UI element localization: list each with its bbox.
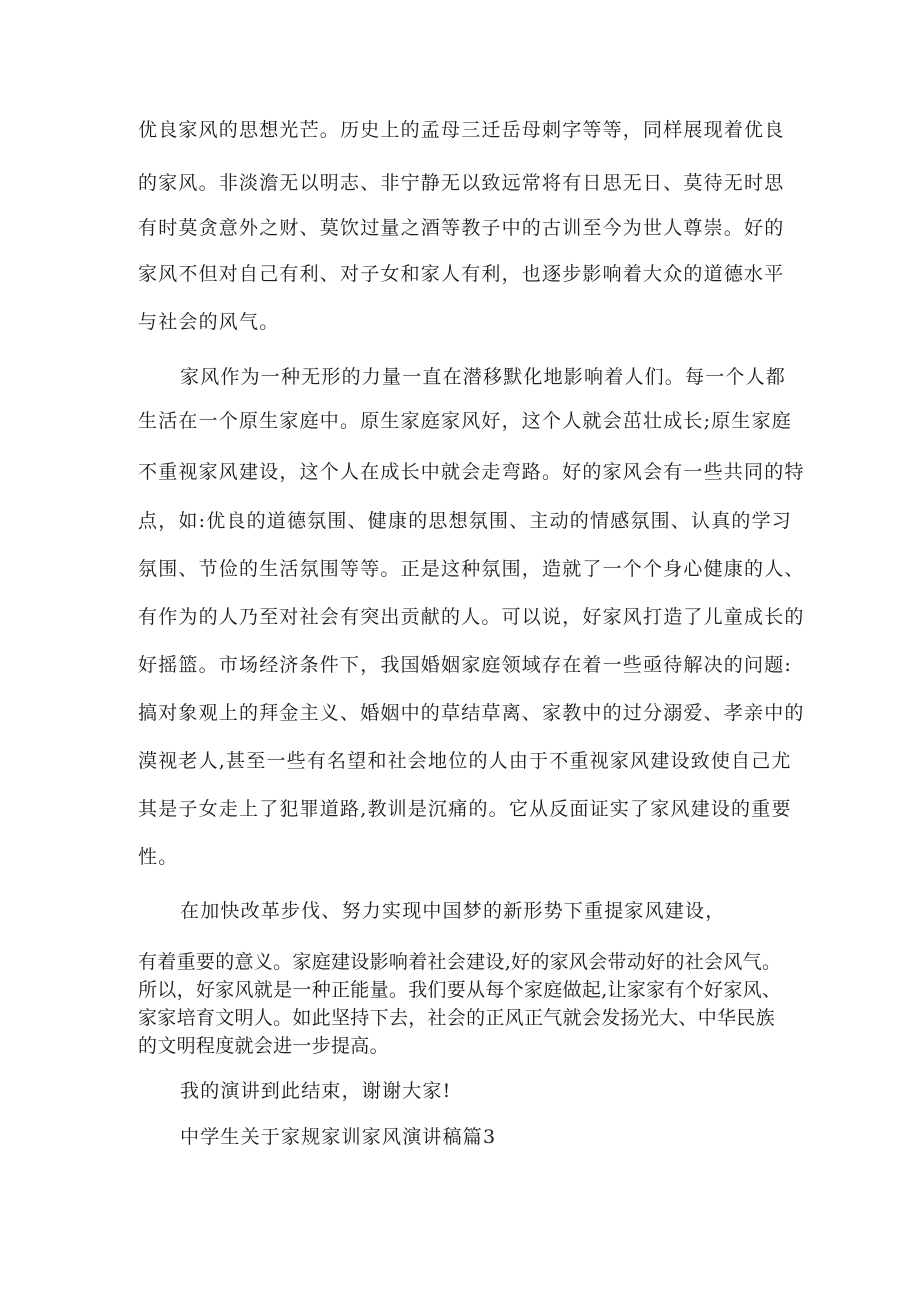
text-line: 家家培育文明人。如此坚持下去，社会的正风正气就会发扬光大、中华民族 — [138, 1007, 775, 1029]
text-line: 家风作为一种无形的力量一直在潜移默化地影响着人们。每一个人都 — [180, 366, 787, 388]
text-line: 搞对象观上的拜金主义、婚姻中的草结草离、家教中的过分溺爱、孝亲中的 — [138, 702, 805, 724]
text-line: 性。 — [138, 846, 179, 868]
text-line: 有作为的人乃至对社会有突出贡献的人。可以说，好家风打造了儿童成长的 — [138, 606, 805, 628]
text-line: 在加快改革步伐、努力实现中国梦的新形势下重提家风建设， — [180, 900, 726, 922]
text-line: 的家风。非淡澹无以明志、非宁静无以致远常将有日思无日、莫待无时思 — [138, 172, 785, 194]
text-line: 与社会的风气。 — [138, 311, 280, 333]
text-line: 其是子女走上了犯罪道路,教训是沉痛的。它从反面证实了家风建设的重要 — [138, 798, 792, 820]
text-line: 有时莫贪意外之财、莫饮过量之酒等教子中的古训至今为世人尊崇。好的 — [138, 217, 785, 239]
text-line: 氛围、节俭的生活氛围等等。正是这种氛围，造就了一个个身心健康的人、 — [138, 558, 805, 580]
text-line: 生活在一个原生家庭中。原生家庭家风好，这个人就会茁壮成长;原生家庭 — [138, 410, 793, 432]
text-line: 我的演讲到此结束，谢谢大家! — [180, 1080, 452, 1102]
text-line: 好摇篮。市场经济条件下，我国婚姻家庭领域存在着一些亟待解决的问题: — [138, 654, 793, 676]
text-line: 点，如:优良的道德氛围、健康的思想氛围、主动的情感氛围、认真的学习 — [138, 510, 793, 532]
text-line: 优良家风的思想光芒。历史上的孟母三迁岳母刺字等等，同样展现着优良 — [138, 119, 785, 141]
text-line: 家风不但对自己有利、对子女和家人有利，也逐步影响着大众的道德水平 — [138, 263, 785, 285]
text-line: 不重视家风建设，这个人在成长中就会走弯路。好的家风会有一些共同的特 — [138, 461, 805, 483]
text-line: 漠视老人,甚至一些有名望和社会地位的人由于不重视家风建设致使自己尤 — [138, 750, 792, 772]
section-heading: 中学生关于家规家训家风演讲稿篇3 — [180, 1126, 497, 1148]
text-line: 有着重要的意义。家庭建设影响着社会建设,好的家风会带动好的社会风气。 — [138, 951, 782, 973]
text-line: 的文明程度就会进一步提高。 — [138, 1035, 389, 1057]
text-line: 所以，好家风就是一种正能量。我们要从每个家庭做起,让家家有个好家风、 — [138, 979, 782, 1001]
